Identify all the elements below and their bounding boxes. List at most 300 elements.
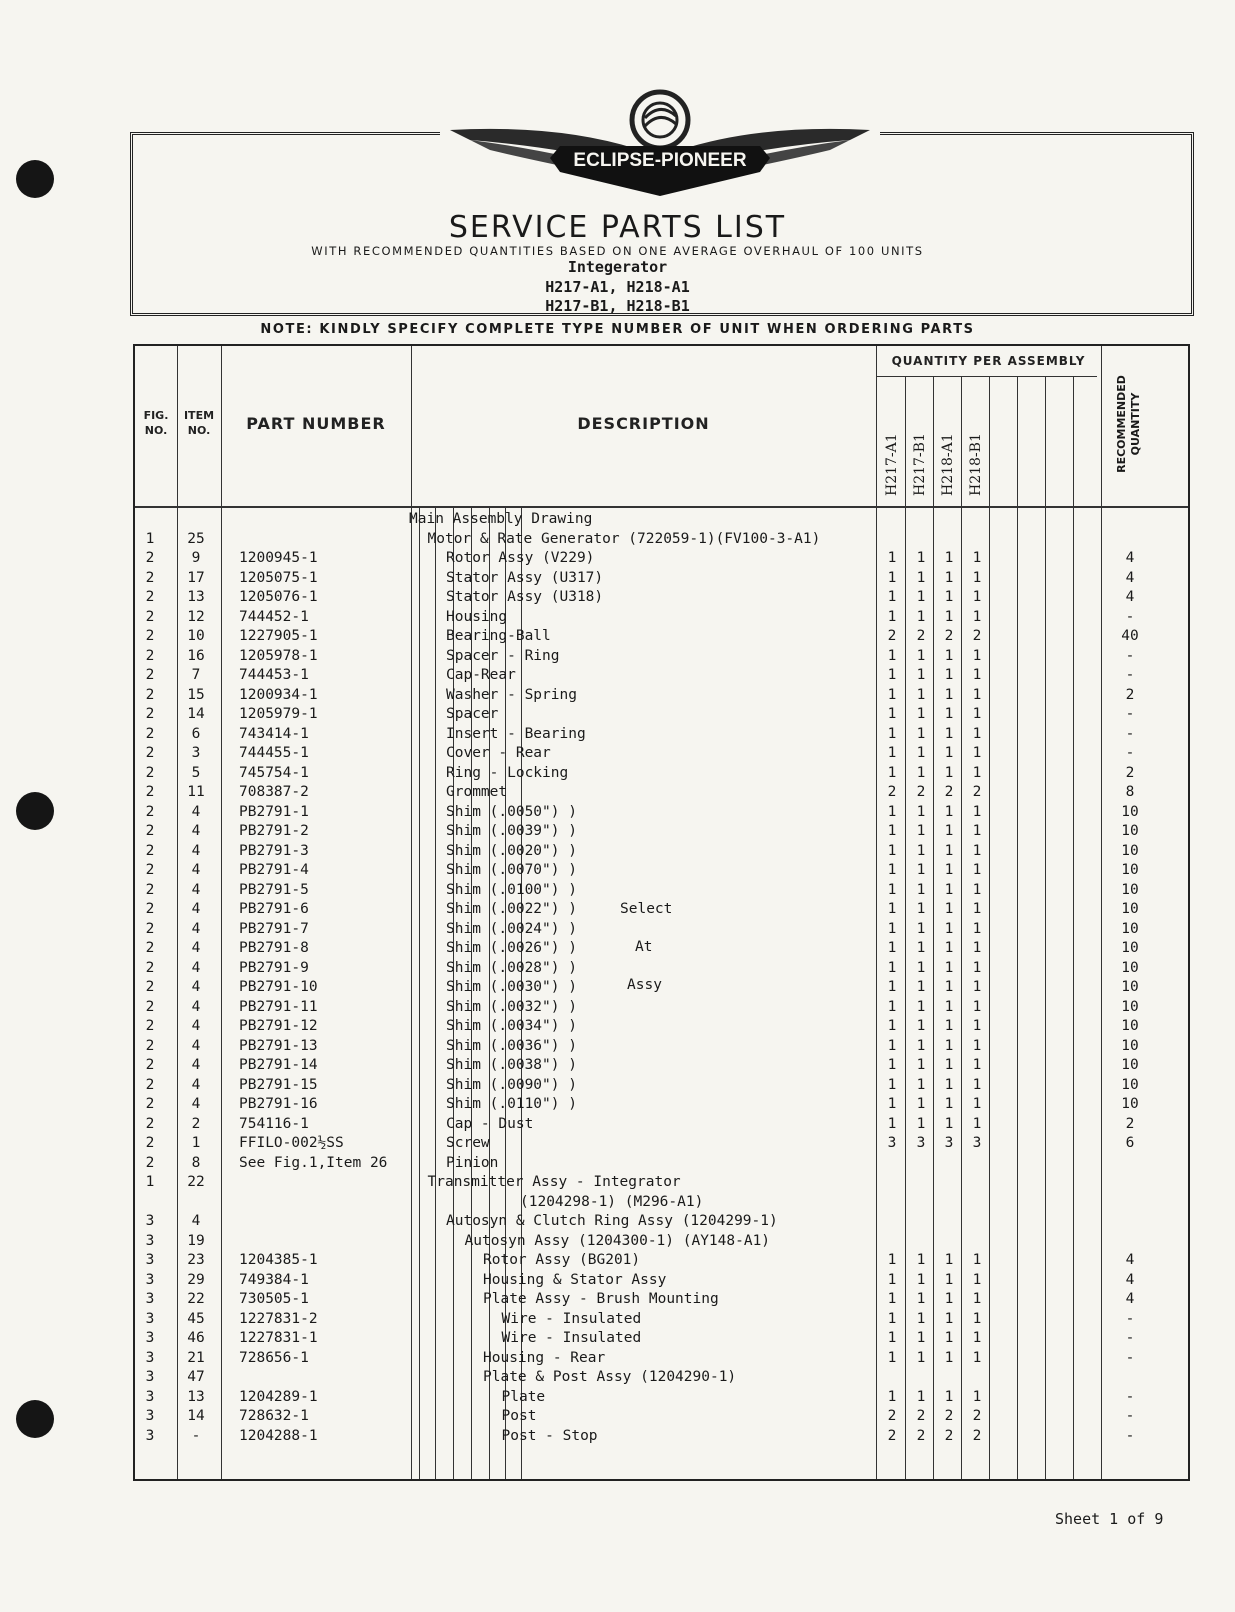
qty-h217-b1-cell: 1 (916, 901, 926, 917)
qty-h218-b1-cell: 1 (972, 881, 982, 898)
fig-no-cell: 3 (145, 1330, 155, 1346)
item-no-cell: 16 (187, 647, 205, 664)
fig-no-cell: 2 (145, 901, 155, 917)
part-number-cell: 744453-1 (239, 667, 309, 683)
qty-h218-a1-cell: 1 (944, 920, 954, 937)
qty-h217-b1-cell: 1 (916, 1349, 926, 1366)
item-no-cell: 22 (187, 1291, 205, 1307)
part-number-cell: 1205076-1 (239, 589, 318, 605)
table-row (135, 1134, 1188, 1153)
qty-h217-a1-cell: 2 (887, 628, 897, 644)
table-row (135, 647, 1188, 666)
qty-h218-a1-cell: 1 (944, 979, 954, 995)
recommended-qty-cell: 4 (1125, 1271, 1135, 1288)
recommended-qty-cell: 10 (1121, 862, 1139, 878)
qty-h217-a1-cell: 1 (887, 842, 897, 859)
item-no-cell: 12 (187, 608, 205, 625)
qty-h217-b1-cell: 1 (916, 686, 926, 703)
fig-no-cell: 2 (145, 1018, 155, 1034)
item-no-cell: 13 (187, 589, 205, 605)
fig-no-cell: 3 (145, 1291, 155, 1307)
item-no-cell: 25 (187, 530, 205, 547)
qty-h217-b1-cell: 1 (916, 550, 926, 566)
item-no-cell: 15 (187, 686, 205, 703)
qty-h217-b1-cell: 3 (916, 1135, 926, 1151)
description-cell: Shim (.0028") ) (446, 959, 577, 976)
fig-no-cell: 2 (145, 881, 155, 898)
qty-h217-b1-cell: 1 (916, 667, 926, 683)
description-cell: Spacer (446, 706, 499, 722)
table-row (135, 530, 1188, 549)
description-cell: Shim (.0100") ) (446, 881, 577, 898)
recommended-qty-cell: 10 (1121, 823, 1139, 839)
qty-h218-a1-cell: 1 (944, 764, 954, 781)
description-cell: Ring - Locking (446, 764, 569, 781)
qty-h217-b1-cell: 1 (916, 1115, 926, 1132)
qty-h218-a1-cell: 3 (944, 1135, 954, 1151)
item-no-cell: 9 (191, 550, 201, 566)
qty-h217-a1-cell: 1 (887, 862, 897, 878)
qty-col-h218-a1: H218-A1 (940, 433, 956, 496)
qty-h218-b1-cell: 1 (972, 686, 982, 703)
fig-no-cell: 2 (145, 647, 155, 664)
part-number-cell: PB2791-5 (239, 881, 309, 898)
qty-h218-b1-cell: 1 (972, 608, 982, 625)
fig-no-cell: 3 (145, 1232, 155, 1249)
description-cell: Grommet (446, 784, 508, 800)
recommended-qty-cell: - (1125, 725, 1135, 742)
table-row (135, 822, 1188, 841)
fig-no-cell: 3 (145, 1369, 155, 1385)
table-row (135, 608, 1188, 627)
qty-h217-a1-cell: 1 (887, 1057, 897, 1073)
part-number-cell: 1200945-1 (239, 550, 318, 566)
qty-h217-b1-cell: 2 (916, 784, 926, 800)
item-no-cell: 13 (187, 1388, 205, 1405)
binder-hole (16, 1400, 54, 1438)
qty-h217-b1-cell: 1 (916, 979, 926, 995)
recommended-qty-cell: 4 (1125, 550, 1135, 566)
qty-h217-a1-cell: 1 (887, 1330, 897, 1346)
item-no-cell: 4 (191, 823, 201, 839)
qty-h218-b1-cell: 1 (972, 1057, 982, 1073)
unit-name: Integerator (567, 258, 668, 276)
qty-h218-a1-cell: 2 (944, 1408, 954, 1424)
item-no-cell: 4 (191, 959, 201, 976)
table-row (135, 725, 1188, 744)
qty-h217-b1-cell: 1 (916, 1057, 926, 1073)
qty-h218-b1-cell: 1 (972, 1291, 982, 1307)
part-number-cell: PB2791-8 (239, 940, 309, 956)
fig-no-cell: 2 (145, 745, 155, 761)
part-number-cell: 730505-1 (239, 1291, 309, 1307)
part-number-cell: FFILO-002½SS (239, 1135, 344, 1151)
description-cell: Shim (.0036") ) (446, 1037, 577, 1054)
qty-h217-a1-cell: 1 (887, 569, 897, 586)
qty-h217-a1-cell: 1 (887, 706, 897, 722)
recommended-qty-cell: - (1125, 647, 1135, 664)
part-number-cell: PB2791-12 (239, 1018, 318, 1034)
description-cell: Shim (.0030") ) (446, 979, 577, 995)
part-number-cell: 1204288-1 (239, 1427, 318, 1444)
qty-h218-b1-cell: 1 (972, 589, 982, 605)
fig-no-cell: 3 (145, 1213, 155, 1229)
item-no-cell: 8 (191, 1154, 201, 1171)
item-no-cell: 4 (191, 881, 201, 898)
table-row (135, 1193, 1188, 1212)
description-cell: Shim (.0039") ) (446, 823, 577, 839)
qty-h218-a1-cell: 1 (944, 881, 954, 898)
part-number-cell: 744455-1 (239, 745, 309, 761)
item-no-cell: 4 (191, 979, 201, 995)
quantity-per-assembly-header: QUANTITY PER ASSEMBLY (891, 354, 1086, 368)
description-cell: Main Assembly Drawing (409, 511, 593, 527)
part-number-cell: 1200934-1 (239, 686, 318, 703)
qty-col-h217-a1: H217-A1 (884, 433, 900, 496)
qty-h218-a1-cell: 1 (944, 667, 954, 683)
table-row (135, 1115, 1188, 1134)
part-number-cell: 1204289-1 (239, 1388, 318, 1405)
qty-h217-a1-cell: 1 (887, 589, 897, 605)
part-number-cell: PB2791-1 (239, 803, 309, 820)
item-no-cell: 47 (187, 1369, 205, 1385)
recommended-qty-cell: 8 (1125, 784, 1135, 800)
recommended-qty-cell: 10 (1121, 979, 1139, 995)
table-row (135, 627, 1188, 646)
qty-h217-a1-cell: 1 (887, 803, 897, 820)
unit-types-line1: H217-A1, H218-A1 (545, 278, 690, 296)
qty-h217-a1-cell: 1 (887, 550, 897, 566)
qty-h218-a1-cell: 1 (944, 1388, 954, 1405)
qty-h217-b1-cell: 1 (916, 1388, 926, 1405)
part-number-cell: 1227905-1 (239, 628, 318, 644)
qty-h217-a1-cell: 1 (887, 1349, 897, 1366)
recommended-qty-cell: 10 (1121, 1037, 1139, 1054)
eclipse-pioneer-logo (440, 88, 880, 200)
description-cell: Post - Stop (501, 1427, 598, 1444)
qty-h217-a1-cell: 1 (887, 1115, 897, 1132)
qty-h217-b1-cell: 1 (916, 1076, 926, 1093)
part-number-cell: PB2791-9 (239, 959, 309, 976)
item-no-cell: 1 (191, 1135, 201, 1151)
fig-no-cell: 2 (145, 1076, 155, 1093)
fig-no-cell: 2 (145, 550, 155, 566)
fig-no-cell: 2 (145, 764, 155, 781)
table-row (135, 1173, 1188, 1192)
description-cell: Wire - Insulated (501, 1330, 642, 1346)
table-row (135, 666, 1188, 685)
unit-types-line2: H217-B1, H218-B1 (545, 297, 690, 315)
part-number-cell: 745754-1 (239, 764, 309, 781)
qty-h217-b1-cell: 1 (916, 745, 926, 761)
fig-no-cell: 2 (145, 1096, 155, 1112)
qty-h217-a1-cell: 1 (887, 940, 897, 956)
fig-no-cell: 3 (145, 1271, 155, 1288)
qty-h218-b1-cell: 1 (972, 1388, 982, 1405)
qty-h218-a1-cell: 1 (944, 1057, 954, 1073)
item-no-cell: 4 (191, 1076, 201, 1093)
part-number-cell: 1204385-1 (239, 1252, 318, 1268)
description-cell: Housing (446, 608, 508, 625)
item-no-cell: 4 (191, 842, 201, 859)
item-no-cell: 6 (191, 725, 201, 742)
qty-h217-a1-cell: 1 (887, 1271, 897, 1288)
description-cell: Autosyn Assy (1204300-1) (AY148-A1) (464, 1232, 771, 1249)
table-row (135, 1427, 1188, 1446)
qty-h218-a1-cell: 1 (944, 1349, 954, 1366)
qty-h218-a1-cell: 2 (944, 628, 954, 644)
description-cell: Shim (.0026") ) (446, 940, 577, 956)
fig-no-cell: 2 (145, 823, 155, 839)
table-row (135, 1095, 1188, 1114)
table-row (135, 1368, 1188, 1387)
qty-h218-b1-cell: 1 (972, 940, 982, 956)
fig-no-cell: 2 (145, 940, 155, 956)
ordering-note: NOTE: KINDLY SPECIFY COMPLETE TYPE NUMBER OF UNIT WHEN ORDERING PARTS (260, 322, 975, 337)
description-cell: Cap-Rear (446, 667, 516, 683)
description-cell: Washer - Spring (446, 686, 577, 703)
table-row (135, 783, 1188, 802)
qty-h217-b1-cell: 1 (916, 1271, 926, 1288)
description-cell: Plate (501, 1388, 546, 1405)
qty-h217-b1-cell: 1 (916, 998, 926, 1015)
item-no-cell: 4 (191, 803, 201, 820)
recommended-qty-cell: 10 (1121, 881, 1139, 898)
qty-h217-b1-cell: 1 (916, 647, 926, 664)
description-cell: Bearing-Ball (446, 628, 551, 644)
description-cell: Post (501, 1408, 537, 1424)
description-cell: Spacer - Ring (446, 647, 560, 664)
qty-h218-b1-cell: 1 (972, 979, 982, 995)
table-row (135, 803, 1188, 822)
qty-h217-b1-cell: 1 (916, 940, 926, 956)
table-row (135, 1154, 1188, 1173)
item-no-cell: 14 (187, 706, 205, 722)
recommended-qty-cell: 2 (1125, 764, 1135, 781)
recommended-qty-cell: - (1125, 1330, 1135, 1346)
side-note-assy: Assy (627, 977, 662, 993)
qty-h218-a1-cell: 1 (944, 589, 954, 605)
qty-col-h217-b1: H217-B1 (912, 433, 928, 496)
qty-h218-b1-cell: 1 (972, 764, 982, 781)
fig-no-cell: 2 (145, 784, 155, 800)
recommended-qty-cell: 10 (1121, 940, 1139, 956)
description-cell: Pinion (446, 1154, 499, 1171)
qty-h217-a1-cell: 1 (887, 1037, 897, 1054)
qty-h217-a1-cell: 3 (887, 1135, 897, 1151)
qty-h217-a1-cell: 1 (887, 725, 897, 742)
qty-h217-a1-cell: 1 (887, 1252, 897, 1268)
qty-h217-a1-cell: 1 (887, 979, 897, 995)
fig-no-cell: 2 (145, 1154, 155, 1171)
fig-no-cell: 2 (145, 1115, 155, 1132)
recommended-qty-cell: 4 (1125, 589, 1135, 605)
description-cell: Stator Assy (U317) (446, 569, 604, 586)
qty-h217-b1-cell: 1 (916, 959, 926, 976)
description-cell: Wire - Insulated (501, 1310, 642, 1327)
qty-h218-b1-cell: 1 (972, 998, 982, 1015)
recommended-qty-cell: - (1125, 1310, 1135, 1327)
qty-h217-a1-cell: 1 (887, 881, 897, 898)
item-no-cell: 4 (191, 1213, 201, 1229)
recommended-qty-cell: 10 (1121, 1018, 1139, 1034)
side-note-at: At (635, 939, 653, 955)
description-cell: Shim (.0050") ) (446, 803, 577, 820)
qty-h218-b1-cell: 2 (972, 1427, 982, 1444)
qty-h218-a1-cell: 1 (944, 725, 954, 742)
qty-h218-a1-cell: 1 (944, 569, 954, 586)
fig-no-cell: 2 (145, 862, 155, 878)
qty-h217-b1-cell: 1 (916, 881, 926, 898)
table-row (135, 569, 1188, 588)
fig-no-cell: 3 (145, 1310, 155, 1327)
item-no-cell: 45 (187, 1310, 205, 1327)
fig-no-cell: 3 (145, 1349, 155, 1366)
qty-h217-a1-cell: 1 (887, 764, 897, 781)
qty-h218-a1-cell: 1 (944, 608, 954, 625)
qty-h218-a1-cell: 1 (944, 1310, 954, 1327)
part-number-header: PART NUMBER (246, 414, 386, 433)
table-row (135, 1271, 1188, 1290)
description-cell: Housing - Rear (483, 1349, 606, 1366)
qty-h217-b1-cell: 1 (916, 589, 926, 605)
fig-no-cell: 3 (145, 1252, 155, 1268)
recommended-qty-cell: 10 (1121, 1057, 1139, 1073)
qty-h217-b1-cell: 1 (916, 1018, 926, 1034)
description-cell: Autosyn & Clutch Ring Assy (1204299-1) (446, 1213, 778, 1229)
table-row (135, 686, 1188, 705)
description-cell: Screw (446, 1135, 490, 1151)
qty-h218-b1-cell: 1 (972, 1252, 982, 1268)
description-cell: Stator Assy (U318) (446, 589, 604, 605)
qty-h218-a1-cell: 1 (944, 706, 954, 722)
item-no-cell: 4 (191, 1018, 201, 1034)
qty-h217-b1-cell: 2 (916, 1427, 926, 1444)
qty-h217-a1-cell: 1 (887, 959, 897, 976)
qty-h217-a1-cell: 1 (887, 1018, 897, 1034)
part-number-cell: PB2791-11 (239, 998, 318, 1015)
item-no-cell: 22 (187, 1174, 205, 1190)
qty-h217-b1-cell: 2 (916, 1408, 926, 1424)
qty-h217-a1-cell: 2 (887, 1408, 897, 1424)
item-no-cell: 29 (187, 1271, 205, 1288)
page-subtitle: WITH RECOMMENDED QUANTITIES BASED ON ONE AVERAGE OVERHAUL OF 100 UNITS (311, 244, 924, 258)
fig-no-cell: 2 (145, 803, 155, 820)
table-row (135, 705, 1188, 724)
qty-h218-b1-cell: 1 (972, 842, 982, 859)
qty-h218-b1-cell: 1 (972, 1018, 982, 1034)
recommended-qty-cell: 4 (1125, 1291, 1135, 1307)
recommended-qty-cell: - (1125, 706, 1135, 722)
qty-h217-a1-cell: 1 (887, 1096, 897, 1112)
item-no-cell: 23 (187, 1252, 205, 1268)
description-cell: Plate Assy - Brush Mounting (483, 1291, 719, 1307)
description-cell: Rotor Assy (BG201) (483, 1252, 641, 1268)
table-row (135, 1017, 1188, 1036)
binder-hole (16, 792, 54, 830)
description-cell: Shim (.0020") ) (446, 842, 577, 859)
fig-no-cell: 2 (145, 706, 155, 722)
qty-h218-a1-cell: 1 (944, 1018, 954, 1034)
qty-h218-b1-cell: 1 (972, 1349, 982, 1366)
part-number-cell: See Fig.1,Item 26 (239, 1154, 388, 1171)
qty-h218-a1-cell: 1 (944, 1096, 954, 1112)
fig-no-cell: 1 (145, 1174, 155, 1190)
qty-h218-b1-cell: 2 (972, 784, 982, 800)
qty-h217-b1-cell: 1 (916, 1291, 926, 1307)
item-no-cell: 10 (187, 628, 205, 644)
table-row (135, 861, 1188, 880)
qty-h217-b1-cell: 1 (916, 862, 926, 878)
item-no-cell: 5 (191, 764, 201, 781)
fig-no-cell: 2 (145, 667, 155, 683)
part-number-cell: PB2791-13 (239, 1037, 318, 1054)
qty-h217-b1-cell: 1 (916, 764, 926, 781)
qty-h218-a1-cell: 1 (944, 1252, 954, 1268)
logo-text: ECLIPSE-PIONEER (573, 150, 747, 171)
table-row (135, 842, 1188, 861)
part-number-cell: 749384-1 (239, 1271, 309, 1288)
recommended-qty-cell: 10 (1121, 803, 1139, 820)
table-row (135, 549, 1188, 568)
item-no-cell: 4 (191, 901, 201, 917)
parts-table (133, 344, 1190, 1481)
qty-h217-a1-cell: 1 (887, 1388, 897, 1405)
item-no-cell: 4 (191, 1096, 201, 1112)
part-number-cell: PB2791-7 (239, 920, 309, 937)
fig-no-cell: 2 (145, 842, 155, 859)
table-row (135, 1232, 1188, 1251)
fig-no-cell: 2 (145, 569, 155, 586)
table-row (135, 764, 1188, 783)
qty-h218-a1-cell: 1 (944, 803, 954, 820)
fig-no-cell: 2 (145, 1037, 155, 1054)
table-row (135, 1349, 1188, 1368)
qty-h217-a1-cell: 1 (887, 608, 897, 625)
recommended-qty-cell: - (1125, 1408, 1135, 1424)
qty-h218-b1-cell: 1 (972, 959, 982, 976)
qty-h218-b1-cell: 1 (972, 1076, 982, 1093)
description-cell: Shim (.0070") ) (446, 862, 577, 878)
part-number-cell: 728656-1 (239, 1349, 309, 1366)
description-cell: Shim (.0024") ) (446, 920, 577, 937)
qty-h218-a1-cell: 1 (944, 940, 954, 956)
part-number-cell: 743414-1 (239, 725, 309, 742)
qty-h217-b1-cell: 1 (916, 608, 926, 625)
qty-h218-a1-cell: 1 (944, 1076, 954, 1093)
qty-h217-a1-cell: 1 (887, 1291, 897, 1307)
table-row (135, 1251, 1188, 1270)
qty-h218-b1-cell: 1 (972, 1271, 982, 1288)
qty-h218-b1-cell: 3 (972, 1135, 982, 1151)
fig-no-cell: 1 (145, 530, 155, 547)
recommended-qty-cell: 4 (1125, 1252, 1135, 1268)
table-row (135, 1212, 1188, 1231)
fig-no-cell: 2 (145, 589, 155, 605)
qty-h217-b1-cell: 1 (916, 1037, 926, 1054)
fig-no-cell: 2 (145, 959, 155, 976)
qty-h218-a1-cell: 1 (944, 745, 954, 761)
part-number-cell: 1205979-1 (239, 706, 318, 722)
description-cell: Housing & Stator Assy (483, 1271, 667, 1288)
description-cell: Shim (.0034") ) (446, 1018, 577, 1034)
part-number-cell: PB2791-6 (239, 901, 309, 917)
table-row (135, 1076, 1188, 1095)
qty-h218-a1-cell: 2 (944, 784, 954, 800)
qty-h218-b1-cell: 1 (972, 901, 982, 917)
qty-h217-b1-cell: 1 (916, 706, 926, 722)
item-no-cell: 4 (191, 862, 201, 878)
